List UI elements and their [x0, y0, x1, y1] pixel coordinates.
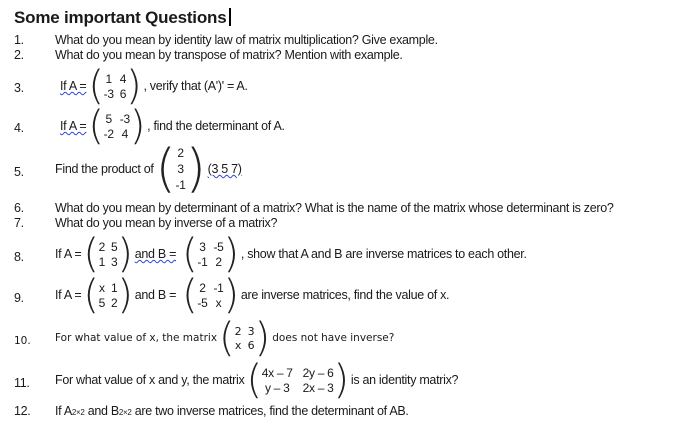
matrix-cell: y – 3 [264, 380, 290, 395]
matrix-cell: 1 [111, 280, 118, 295]
question-number: 2. [14, 48, 24, 62]
left-paren: ( [182, 231, 198, 277]
matrix-b [182, 231, 239, 277]
question-text: and B = [134, 288, 177, 302]
left-paren: ( [88, 103, 104, 149]
question-text: , find the determinant of A. [147, 119, 285, 133]
left-paren: ( [155, 139, 176, 199]
matrix-cell: 3 [247, 324, 255, 338]
question-number: 7. [14, 216, 24, 230]
matrix-cell: 2 [234, 324, 242, 338]
right-paren: ) [117, 231, 133, 277]
question-text: What do you mean by identity law of matrix multiplication? Give example. [55, 33, 438, 47]
matrix-a [88, 103, 146, 149]
question-text: For what value of x and y, the matrix [55, 373, 245, 387]
question-text: What do you mean by determinant of a matrix? What is the name of the matrix whose determinant is zero? [55, 201, 614, 215]
matrix-cell: x [234, 338, 242, 352]
matrix-cell: 2 [111, 295, 118, 310]
matrix-cell: 5 [105, 111, 112, 126]
matrix-cell: -3 [119, 111, 130, 126]
question-text: is an identity matrix? [350, 373, 459, 387]
matrix-a [83, 272, 133, 318]
matrix-a [88, 63, 142, 109]
question-number: 8. [14, 250, 24, 264]
question-text: For what value of x, the matrix [55, 332, 218, 344]
right-paren: ) [254, 315, 271, 361]
question-text: What do you mean by inverse of a matrix? [55, 216, 278, 230]
right-paren: ) [117, 272, 133, 318]
right-paren: ) [126, 63, 142, 109]
matrix-cell: 4 [121, 126, 128, 141]
page-title: Some important Questions [14, 8, 231, 28]
question-number: 6. [14, 201, 24, 215]
matrix-cell: -1 [197, 254, 208, 269]
left-paren: ( [246, 357, 262, 403]
question-number: 11. [14, 376, 30, 390]
text-cursor [229, 8, 231, 26]
left-paren: ( [182, 272, 198, 318]
matrix-cell: -1 [175, 178, 186, 192]
right-paren: ) [333, 357, 349, 403]
matrix-cell: 5 [111, 239, 118, 254]
matrix-cell: 3 [199, 239, 206, 254]
matrix-cell: 2 [215, 254, 222, 269]
subscript: 2×2 [118, 408, 132, 417]
matrix-cell: -5 [197, 295, 208, 310]
matrix-cell: 2 [98, 239, 106, 254]
matrix-cell: 2x – 3 [302, 380, 334, 395]
matrix [219, 315, 271, 361]
question-text: are inverse matrices, find the value of x. [240, 288, 450, 302]
question-text: , show that A and B are inverse matrices to each other. [240, 247, 527, 261]
question-number: 4. [14, 121, 24, 135]
matrix-cell: 4x – 7 [261, 365, 293, 380]
matrix-b [182, 272, 239, 318]
question-text: If A2×2 and B2×2 are two inverse matrices, find the determinant of AB. [55, 404, 409, 418]
left-paren: ( [88, 63, 104, 109]
question-text: If A = [55, 247, 82, 261]
matrix-cell: 6 [247, 338, 255, 352]
matrix-cell: 3 [177, 162, 184, 176]
question-number: 5. [14, 165, 24, 179]
question-number: 9. [14, 291, 24, 305]
matrix-cell: 2y – 6 [302, 365, 334, 380]
question-text: If A = [60, 119, 87, 133]
matrix-cell: 1 [105, 71, 112, 86]
matrix-cell: 3 [111, 254, 118, 269]
question-text: If A = [60, 79, 87, 93]
question-number: 3. [14, 81, 24, 95]
subscript: 2×2 [71, 408, 85, 417]
right-paren: ) [185, 139, 206, 199]
question-number: 12. [14, 404, 31, 418]
matrix-cell: 2 [177, 146, 184, 160]
question-number: 1. [14, 33, 24, 47]
left-paren: ( [219, 315, 235, 361]
left-paren: ( [83, 231, 99, 277]
matrix [246, 357, 349, 403]
matrix-cell: -3 [103, 86, 114, 101]
matrix-cell: 6 [119, 86, 127, 101]
right-paren: ) [223, 272, 239, 318]
question-text: Find the product of [55, 162, 154, 176]
question-text: , verify that (A')' = A. [143, 79, 248, 93]
matrix-cell: x [215, 295, 222, 310]
question-text: What do you mean by transpose of matrix? Mention with example. [55, 48, 403, 62]
left-paren: ( [83, 272, 99, 318]
question-text: and B = [134, 247, 177, 261]
matrix-cell: -1 [213, 280, 224, 295]
question-number: 10. [14, 335, 31, 347]
matrix-cell: -5 [213, 239, 224, 254]
matrix-cell: x [99, 280, 105, 295]
row-vector: (3 5 7) [207, 162, 242, 176]
right-paren: ) [223, 231, 239, 277]
question-text: does not have inverse? [272, 332, 395, 344]
matrix-cell: -2 [103, 126, 114, 141]
matrix-a [83, 231, 133, 277]
column-matrix [155, 139, 206, 199]
matrix-cell: 4 [119, 71, 127, 86]
matrix-cell: 2 [199, 280, 206, 295]
right-paren: ) [129, 103, 146, 149]
matrix-cell: 5 [98, 295, 106, 310]
question-text: If A = [55, 288, 82, 302]
matrix-cell: 1 [98, 254, 106, 269]
